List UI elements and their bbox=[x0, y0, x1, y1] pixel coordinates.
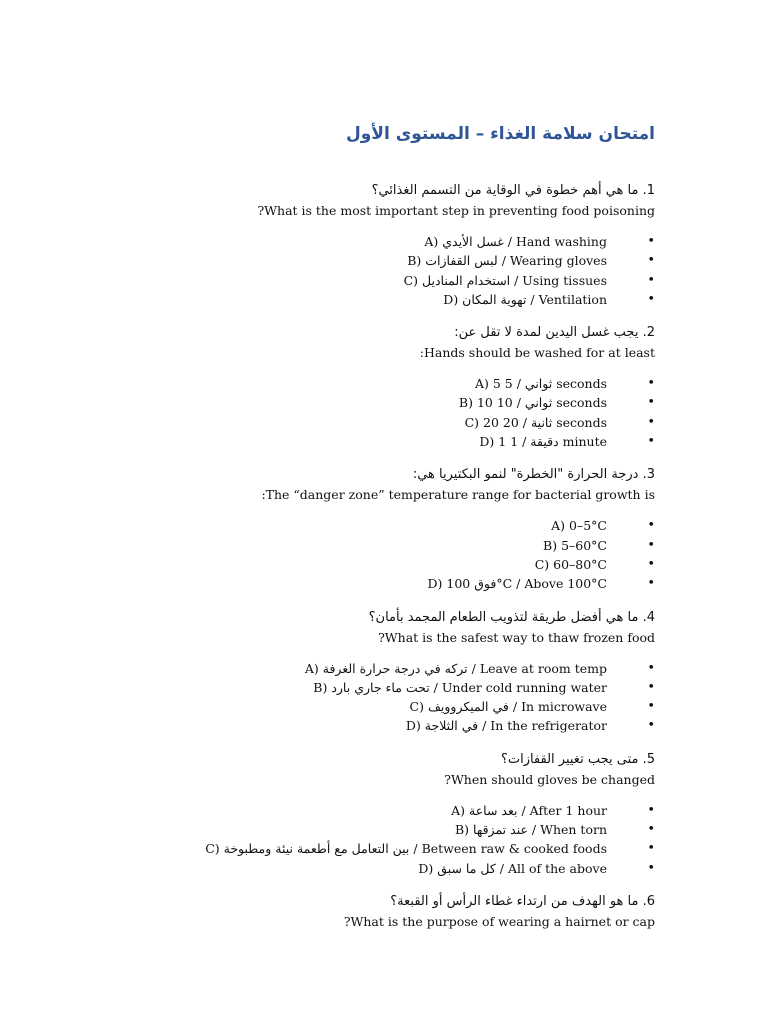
option-b: • B) تحت ماء جاري بارد / Under cold running water bbox=[95, 678, 655, 697]
page-title: امتحان سلامة الغذاء – المستوى الأول bbox=[345, 124, 655, 144]
options-list bbox=[95, 516, 655, 593]
question-5 bbox=[95, 750, 655, 878]
option-b: • B) عند تمزقها / When torn bbox=[95, 820, 655, 839]
option-a: • A) 0–5°C bbox=[95, 516, 655, 535]
option-d: • D) كل ما سبق / All of the above bbox=[95, 859, 655, 878]
question-4 bbox=[95, 608, 655, 736]
question-text-english: What is the most important step in preventing food poisoning? bbox=[257, 203, 655, 218]
option-d: • D) فوق 100°C / Above 100°C bbox=[95, 574, 655, 593]
question-1 bbox=[95, 181, 655, 309]
option-b: • B) 10 ثواني / 10 seconds bbox=[95, 393, 655, 412]
question-3 bbox=[95, 465, 655, 593]
option-c: • C) استخدام المناديل / Using tissues bbox=[95, 271, 655, 290]
question-text-arabic: 5. متى يجب تغيير القفازات؟ bbox=[500, 751, 655, 767]
option-c: • C) 20 ثانية / 20 seconds bbox=[95, 413, 655, 432]
option-a: • A) 5 ثواني / 5 seconds bbox=[95, 374, 655, 393]
question-text-english: The “danger zone” temperature range for bacterial growth is: bbox=[261, 487, 655, 503]
option-a: • A) بعد ساعة / After 1 hour bbox=[95, 801, 655, 820]
document-body bbox=[95, 122, 655, 946]
question-text-english: What is the purpose of wearing a hairnet or cap? bbox=[343, 913, 655, 929]
option-d: • D) تهوية المكان / Ventilation bbox=[95, 290, 655, 309]
options-list bbox=[95, 374, 655, 451]
question-text-english: Hands should be washed for at least: bbox=[419, 345, 655, 361]
options-list bbox=[95, 801, 655, 878]
question-2 bbox=[95, 323, 655, 451]
option-b: • B) لبس القفازات / Wearing gloves bbox=[95, 251, 655, 270]
option-c: • C) 60–80°C bbox=[95, 555, 655, 574]
question-text-arabic: 4. ما هي أفضل طريقة لتذويب الطعام المجمد بأمان؟ bbox=[368, 609, 655, 625]
question-6 bbox=[95, 892, 655, 932]
question-text-arabic: 2. يجب غسل اليدين لمدة لا تقل عن: bbox=[454, 325, 655, 341]
options-list bbox=[95, 659, 655, 736]
option-a: • A) تركه في درجة حرارة الغرفة / Leave at room temp bbox=[95, 659, 655, 678]
question-text-english: What is the safest way to thaw frozen food? bbox=[378, 629, 655, 645]
option-d: • D) 1 دقيقة / 1 minute bbox=[95, 432, 655, 451]
option-d: • D) في الثلاجة / In the refrigerator bbox=[95, 716, 655, 735]
option-c: • C) في الميكروويف / In microwave bbox=[95, 697, 655, 716]
option-b: • B) 5–60°C bbox=[95, 536, 655, 555]
option-c: • C) بين التعامل مع أطعمة نيئة ومطبوخة / Between raw & cooked foods bbox=[95, 839, 655, 858]
question-text-arabic: 1. ما هي أهم خطوة في الوقاية من التسمم الغذائي؟ bbox=[371, 183, 655, 198]
question-text-english: When should gloves be changed? bbox=[444, 771, 655, 787]
question-text-arabic: 6. ما هو الهدف من ارتداء غطاء الرأس أو القبعة؟ bbox=[390, 893, 655, 909]
question-text-arabic: 3. درجة الحرارة "الخطرة" لنمو البكتيريا هي: bbox=[412, 467, 655, 483]
option-a: • A) غسل الأيدي / Hand washing bbox=[95, 232, 655, 251]
options-list bbox=[95, 232, 655, 309]
